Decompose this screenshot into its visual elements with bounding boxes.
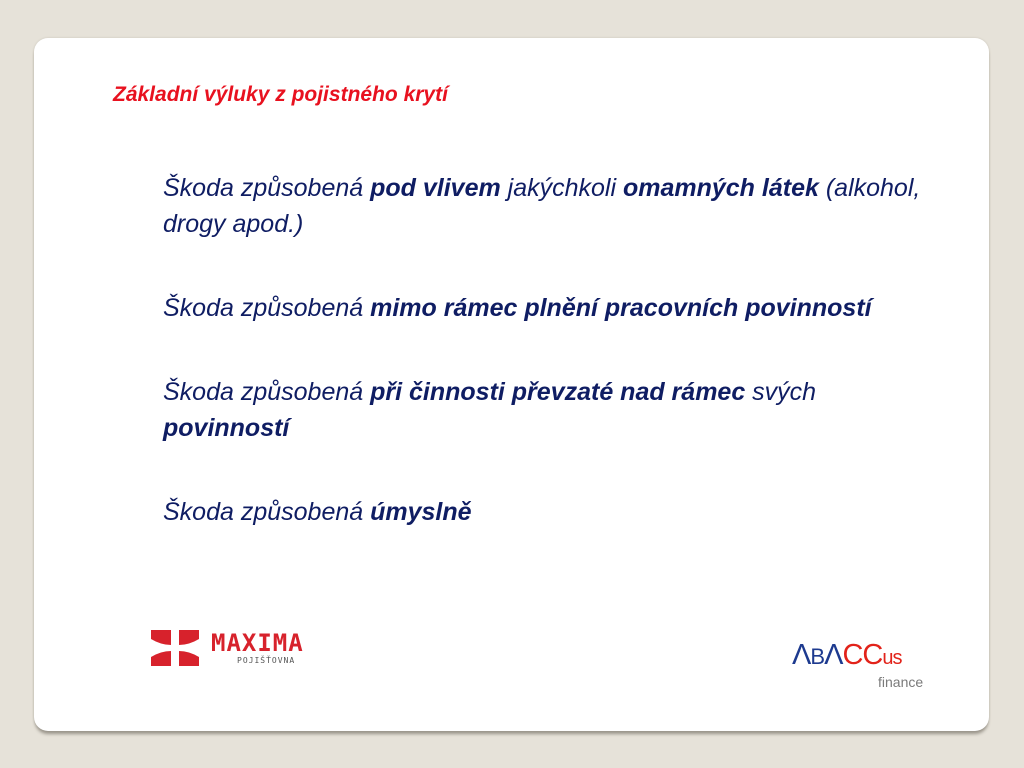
abaccus-logo [792, 638, 937, 694]
maxima-logo [149, 626, 339, 670]
item-emphasis: povinností [163, 414, 290, 442]
item-text: Škoda způsobená [163, 498, 371, 526]
slide [34, 38, 989, 731]
abaccus-subtitle: finance [878, 674, 924, 690]
item-text: Škoda způsobená [163, 378, 371, 406]
exclusion-item [163, 170, 923, 242]
exclusion-item [163, 494, 923, 530]
exclusion-item [163, 374, 923, 446]
maxima-name: MAXIMA [211, 629, 304, 657]
exclusion-item [163, 290, 923, 326]
item-emphasis: úmyslně [370, 498, 472, 526]
item-text: Škoda způsobená [163, 174, 371, 202]
item-text: (alkohol, drogy apod.) [163, 174, 921, 238]
item-text: jakýchkoli [500, 174, 623, 202]
maxima-flower-icon [149, 626, 201, 670]
item-emphasis: omamných látek [622, 174, 819, 202]
slide-title: Základní výluky z pojistného krytí [113, 83, 448, 106]
item-text: Škoda způsobená [163, 294, 371, 322]
item-emphasis: mimo rámec plnění pracovních povinností [370, 294, 872, 322]
exclusion-list [163, 170, 923, 578]
maxima-subtitle: POJIŠŤOVNA [237, 656, 296, 665]
item-emphasis: pod vlivem [370, 174, 501, 202]
item-text: svých [745, 378, 817, 406]
abaccus-name: ΛBΛCCus [792, 639, 902, 671]
item-emphasis: při činnosti převzaté nad rámec [370, 378, 746, 406]
